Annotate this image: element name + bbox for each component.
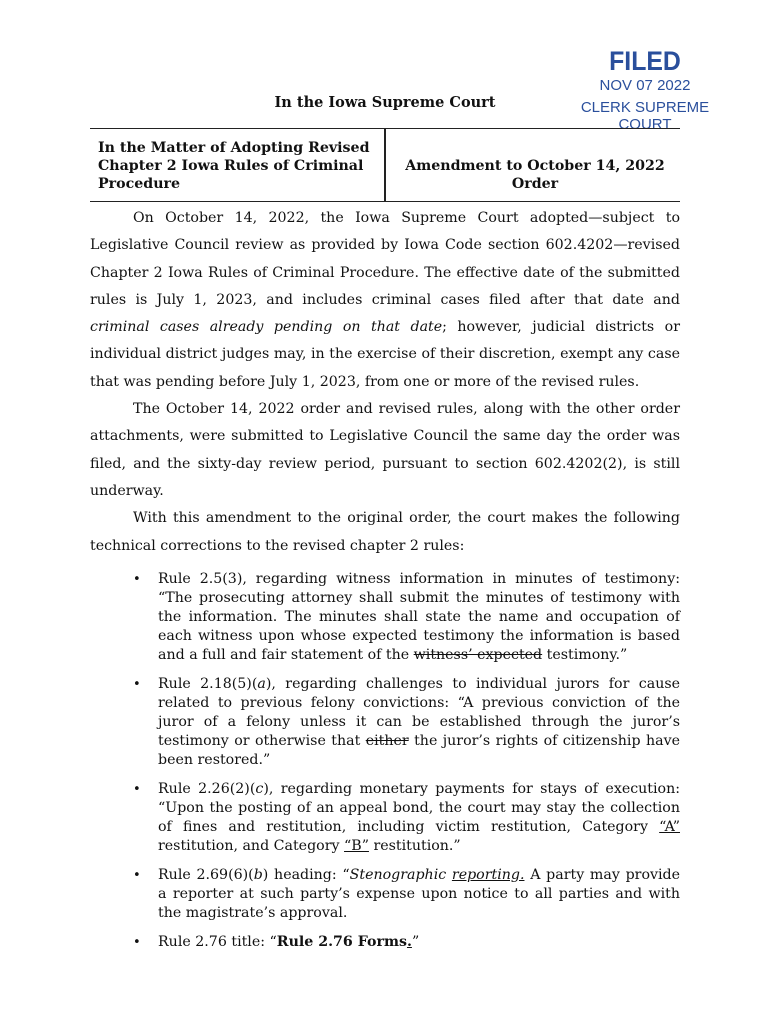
underlined-text: “B” bbox=[344, 837, 369, 854]
bullet-icon: • bbox=[133, 781, 141, 797]
rule-subsection: b bbox=[253, 866, 263, 883]
list-item bbox=[90, 675, 680, 770]
rule-subsection: a bbox=[257, 675, 266, 692]
list-item bbox=[90, 570, 680, 665]
rule-text: the juror’s rights of citizenship have been restored.” bbox=[158, 732, 680, 768]
underlined-text: “A” bbox=[659, 818, 680, 835]
corrections-list bbox=[90, 570, 680, 952]
paragraph-adoption bbox=[90, 205, 680, 396]
struck-text: either bbox=[365, 732, 409, 749]
bullet-icon: • bbox=[133, 676, 141, 692]
caption-title-line: Order bbox=[511, 176, 559, 192]
case-caption bbox=[90, 128, 680, 202]
rule-text: ), regarding monetary payments for stays of execution: “Upon the posting of an appeal bond, the court may stay the collection of fines and restitution, including victim restitution, Category bbox=[158, 780, 681, 835]
court-title: In the Iowa Supreme Court bbox=[274, 94, 496, 111]
paragraph-text: ; however, judicial districts or individual district judges may, in the exercise of their discretion, exempt any case that was pending before July 1, 2023, from one or more of the revised rules. bbox=[90, 319, 680, 390]
rule-title-bold: Rule 2.76 Forms bbox=[276, 933, 407, 950]
rule-heading-italic: Stenographic bbox=[349, 866, 452, 883]
rule-text: Rule 2.18(5)( bbox=[158, 675, 258, 692]
filed-stamp bbox=[560, 46, 730, 133]
rule-text: restitution, and Category bbox=[158, 837, 345, 854]
filed-stamp-title: FILED bbox=[609, 46, 681, 76]
bullet-icon: • bbox=[133, 934, 141, 950]
rule-text: restitution.” bbox=[368, 837, 461, 854]
rule-text: Rule 2.76 title: “ bbox=[158, 933, 277, 950]
paragraph-corrections-intro: With this amendment to the original order, the court makes the following technical corrections to the revised chapter 2 rules: bbox=[90, 510, 680, 554]
rule-subsection: c bbox=[255, 780, 264, 797]
rule-text: ” bbox=[411, 933, 420, 950]
rule-text: ) heading: “ bbox=[262, 866, 350, 883]
list-item bbox=[90, 780, 680, 856]
filed-stamp-clerk: CLERK SUPREME COURT bbox=[580, 99, 710, 133]
caption-document-title bbox=[390, 157, 680, 193]
list-item bbox=[90, 866, 680, 923]
filed-stamp-date: NOV 07 2022 bbox=[599, 77, 691, 94]
underlined-italic-text: reporting. bbox=[451, 866, 525, 883]
caption-matter bbox=[98, 139, 378, 193]
struck-text: witness’ expected bbox=[413, 646, 543, 663]
underlined-period: . bbox=[406, 933, 412, 950]
bullet-icon: • bbox=[133, 867, 141, 883]
paragraph-text: On October 14, 2022, the Iowa Supreme Court adopted—subject to Legislative Council review as provided by Iowa Code section 602.4202—revised Chapter 2 Iowa Rules of Criminal Procedure. The effective date of the submitted rules is July 1, 2023, and includes criminal cases filed after that date and bbox=[90, 210, 680, 308]
rule-text: Rule 2.5(3), regarding witness information in minutes of testimony: “The prosecuting attorney shall submit the minutes of testimony with the information. The minutes shall state the name and occupation of each witness upon whose expected testimony the information is based and a full and fair statement of the bbox=[158, 570, 680, 663]
caption-title-line: Amendment to October 14, 2022 bbox=[405, 158, 665, 174]
list-item bbox=[90, 933, 680, 952]
caption-matter-line: Chapter 2 Iowa Rules of Criminal bbox=[98, 158, 364, 174]
order-body bbox=[90, 205, 680, 962]
paragraph-emphasis: criminal cases already pending on that date bbox=[90, 319, 443, 336]
rule-text: Rule 2.26(2)( bbox=[158, 780, 256, 797]
caption-divider bbox=[384, 129, 386, 201]
bullet-icon: • bbox=[133, 571, 141, 587]
caption-matter-line: Procedure bbox=[98, 176, 181, 192]
rule-text: testimony.” bbox=[542, 646, 628, 663]
paragraph-review: The October 14, 2022 order and revised rules, along with the other order attachments, were submitted to Legislative Council the same day the order was filed, and the sixty-day review period, pursuant to section 602.4202(2), is still underway. bbox=[90, 401, 680, 499]
caption-matter-line: In the Matter of Adopting Revised bbox=[98, 140, 370, 156]
rule-text: A party may provide a reporter at such party’s expense upon notice to all parties and with the magistrate’s approval. bbox=[158, 866, 681, 921]
rule-text: Rule 2.69(6)( bbox=[158, 866, 254, 883]
rule-text: ), regarding challenges to individual jurors for cause related to previous felony convictions: “A previous conviction of the juror of a felony unless it can be established through the juror’s testimony or otherwise that bbox=[158, 675, 681, 749]
